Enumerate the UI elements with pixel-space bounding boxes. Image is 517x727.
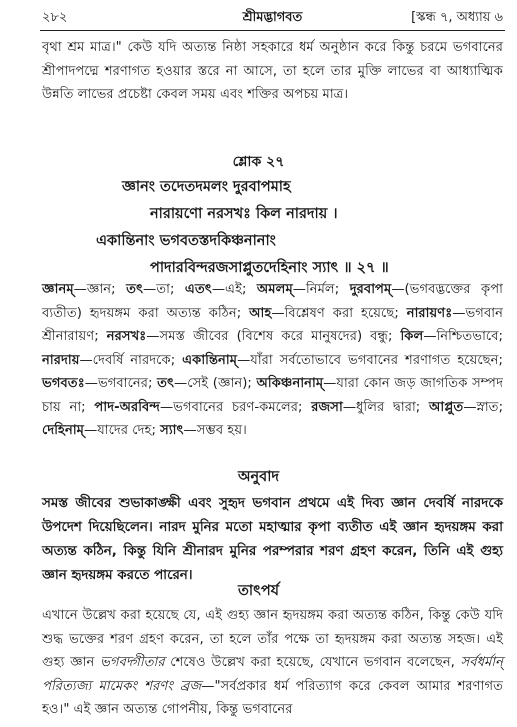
purport-text-run: এখানে উল্লেখ করা হয়েছে যে, এই গুহ্য জ্ঞান হৃদয়ঙ্গম করা অত্যন্ত কঠিন, কিন্তু কেউ যদি শুদ্ধ ভক্তের শরণ গ্রহণ করেন, তা হলে তাঁর পক্ষে তা হৃদয়ঙ্গম করা অত্যন্ত সহজ। এই গুহ্য জ্ঞান bbox=[42, 608, 503, 670]
synonym-meaning: —ধুলির দ্বারা; bbox=[342, 399, 430, 415]
chapter-reference: [স্কন্ধ ৭, অধ্যায় ৬ bbox=[411, 10, 503, 25]
page-header bbox=[42, 6, 503, 28]
synonym-meaning: —স্নাত; bbox=[463, 399, 504, 415]
synonym-meaning: —বিশ্লেষণ করা হয়েছে; bbox=[271, 305, 407, 321]
purport-italic-phrase: সর্বধর্মান্ পরিত্যজ্য মামেকং শরণং ব্রজ bbox=[42, 655, 503, 694]
purport-heading: তাৎপর্য bbox=[237, 583, 280, 599]
synonym-term: এতৎ bbox=[184, 282, 212, 297]
synonym-meaning: —যাদের দেহ; bbox=[84, 423, 161, 438]
synonym-term: স্যাৎ bbox=[160, 423, 184, 438]
synonym-term: তৎ bbox=[157, 376, 175, 391]
page-number: ২৮২ bbox=[42, 10, 68, 25]
synonym-meaning: —(ভগবদ্ভক্তের কৃপা ব্যতীত) হৃদয়ঙ্গম করা অত্যন্ত কঠিন; bbox=[42, 282, 504, 321]
verse-line: পাদারবিন্দরজসাপ্লুতদেহিনাং স্যাৎ ॥ ২৭ ॥ bbox=[150, 260, 389, 276]
synonym-term: রজসা bbox=[311, 399, 343, 415]
synonym-meaning: —যাঁরা সর্বতোভাবে ভগবানের শরণাগত হয়েছেন; bbox=[237, 352, 503, 368]
verse-number: শ্লোক ২৭ bbox=[232, 154, 285, 170]
synonym-term: তৎ bbox=[126, 282, 144, 297]
purport-text bbox=[42, 604, 503, 722]
synonym-term: অকিঞ্চনানাম্ bbox=[256, 376, 324, 391]
header-rule bbox=[40, 30, 505, 31]
purport-text-run: শেষেও উল্লেখ করা হয়েছে, যেখানে ভগবান বলেছেন, bbox=[164, 655, 461, 670]
purport-italic-phrase: ভগবদ্গীতার bbox=[100, 655, 165, 670]
intro-paragraph: বৃথা শ্রম মাত্র।" কেউ যদি অত্যন্ত নিষ্ঠা সহকারে ধর্ম অনুষ্ঠান করে কিন্তু চরমে ভগবানের শ্রীপাদপদ্মে শরণাগত হওয়ার স্তরে না আসে, তা হলে তার মুক্তি লাভের বা আধ্যাত্মিক উন্নতি লাভের প্রচেষ্টা কেবল সময় এবং শক্তির অপচয় মাত্র। bbox=[42, 40, 503, 102]
synonym-meaning: —ভগবানের; bbox=[84, 376, 158, 391]
verse-line: জ্ঞানং তদেতদমলং দুরবাপমাহ bbox=[122, 179, 291, 195]
synonym-term: নারায়ণঃ bbox=[406, 305, 453, 321]
synonym-meaning: —দেবর্ষি নারদকে; bbox=[79, 352, 183, 368]
translation-heading: অনুবাদ bbox=[237, 469, 280, 485]
synonym-meaning: —নির্মল; bbox=[292, 282, 350, 297]
synonym-meaning: —ভগবানের চরণ-কমলের; bbox=[159, 399, 312, 415]
synonym-term: ভগবতঃ bbox=[42, 376, 85, 391]
synonym-term: অমলম্ bbox=[256, 282, 293, 297]
synonym-term: দেহিনাম্ bbox=[42, 423, 84, 438]
synonym-meaning: —ভগবান শ্রীনারায়ণ; bbox=[42, 305, 503, 344]
purport-text-run: —"সর্বপ্রকার ধর্ম পরিত্যাগ করে কেবল আমার শরণাগত হও।" এই জ্ঞান অত্যন্ত গোপনীয়, কিন্তু ভগবানের bbox=[42, 678, 503, 717]
synonym-meaning: —এই; bbox=[211, 282, 257, 297]
synonym-term: নরসখঃ bbox=[106, 329, 147, 344]
synonym-meaning: —যারা কোন জড় জাগতিক সম্পদ চায় না; bbox=[42, 376, 503, 415]
sanskrit-verse bbox=[0, 174, 517, 282]
word-synonyms bbox=[42, 278, 503, 443]
synonym-meaning: —তা; bbox=[143, 282, 185, 297]
synonym-term: জ্ঞানম্ bbox=[42, 282, 74, 297]
synonym-term: পাদ-অরবিন্দ bbox=[94, 399, 160, 415]
synonym-term: নারদায় bbox=[42, 352, 80, 368]
synonym-term: দুরবাপম্ bbox=[349, 282, 392, 297]
synonym-term: কিল bbox=[400, 329, 424, 344]
verse-line: একান্তিনাং ভগবতস্তদকিঞ্চনানাং bbox=[96, 233, 276, 249]
synonym-meaning: —সমস্ত জীবের (বিশেষ করে মানুষদের) বন্ধু; bbox=[146, 329, 401, 344]
synonym-term: একান্তিনাম্ bbox=[182, 352, 238, 368]
synonym-meaning: —জ্ঞান; bbox=[73, 282, 127, 297]
translation-text: সমস্ত জীবের শুভাকাঙ্ক্ষী এবং সুহৃদ ভগবান প্রথমে এই দিব্য জ্ঞান দেবর্ষি নারদকে উপদেশ দিয়েছিলেন। নারদ মুনির মতো মহাত্মার কৃপা ব্যতীত এই জ্ঞান হৃদয়ঙ্গম করা অত্যন্ত কঠিন, কিন্তু যিনি শ্রীনারদ মুনির পরম্পরার শরণ গ্রহণ করেন, তিনি এই গুহ্য জ্ঞান হৃদয়ঙ্গম করতে পারেন। bbox=[42, 496, 503, 583]
synonym-meaning: —সম্ভব হয়। bbox=[183, 423, 247, 438]
synonym-term: আহ bbox=[249, 305, 272, 321]
synonym-meaning: —নিশ্চিতভাবে; bbox=[423, 329, 504, 344]
synonym-term: আপ্লুত bbox=[429, 399, 464, 415]
book-title: শ্রীমদ্ভাগবত bbox=[242, 10, 303, 25]
verse-line: নারায়ণো নরসখঃ কিল নারদায় । bbox=[150, 206, 338, 222]
synonym-meaning: —সেই (জ্ঞান); bbox=[174, 376, 257, 391]
